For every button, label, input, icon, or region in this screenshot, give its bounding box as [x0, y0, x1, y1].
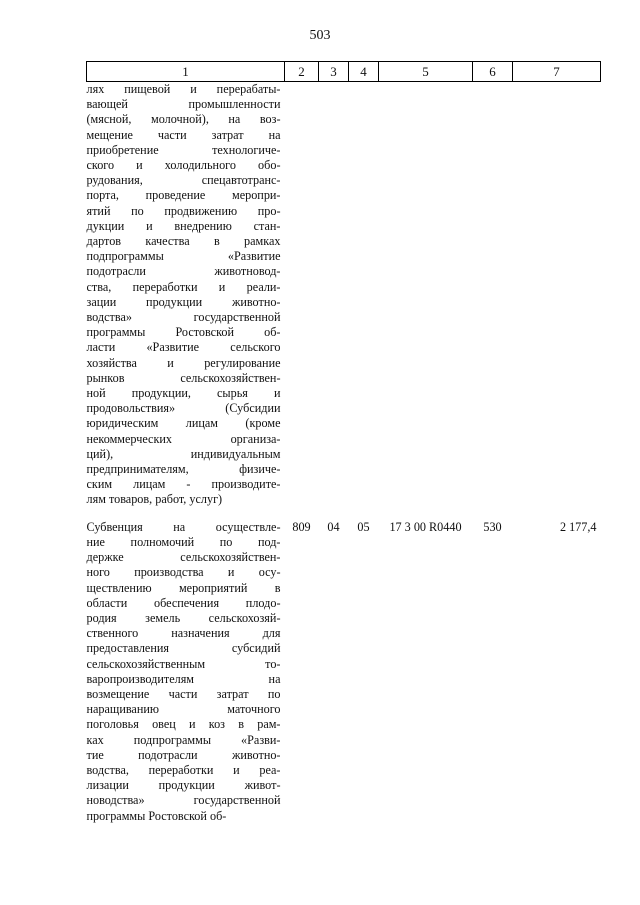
row-description [87, 82, 285, 508]
row-spacer [87, 508, 601, 520]
description-line: варопроизводителям на [86, 671, 281, 686]
description-line: предпринимателям, физиче- [86, 462, 281, 477]
header-cell: 1 [87, 62, 285, 82]
description-line: мещение части затрат на [86, 127, 281, 142]
description-line: дукции и внедрению стан- [86, 218, 281, 233]
header-cell: 4 [349, 62, 379, 82]
description-line: порта, проведение меропри- [86, 188, 281, 203]
description-line: наращиванию маточного [86, 702, 281, 717]
description-line: ного производства и осу- [86, 565, 281, 580]
description-line: дартов качества в рамках [86, 234, 281, 249]
description-line: некоммерческих организа- [86, 431, 281, 446]
header-cell: 7 [513, 62, 601, 82]
description-line: лизации продукции живот- [86, 778, 281, 793]
table-row [87, 82, 601, 508]
description-line: рынков сельскохозяйствен- [86, 370, 281, 385]
cell-amount [513, 82, 601, 508]
cell-section [319, 82, 349, 508]
cell-expense-type [473, 82, 513, 508]
description-line: тие подотрасли животно- [86, 747, 281, 762]
cell-target-article [379, 82, 473, 508]
description-line: ственного назначения для [86, 626, 281, 641]
description-line: поголовья овец и коз в рам- [86, 717, 281, 732]
description-line: ятий по продвижению про- [86, 203, 281, 218]
description-line: подпрограммы «Развитие [86, 249, 281, 264]
description-line: ществлению мероприятий в [86, 580, 281, 595]
description-line: лям товаров, работ, услуг) [86, 492, 223, 507]
row-description [87, 520, 285, 824]
description-line: продовольствия» (Субсидии [86, 401, 281, 416]
description-line: зации продукции животно- [86, 294, 281, 309]
description-line: родия земель сельскохозяй- [86, 610, 281, 625]
header-row [87, 62, 601, 82]
description-line: хозяйства и регулирование [86, 355, 281, 370]
description-line: ций), индивидуальным [86, 446, 281, 461]
description-line: (мясной, молочной), на воз- [86, 112, 281, 127]
description-line: программы Ростовской об- [86, 808, 227, 823]
description-line: ние полномочий по под- [86, 534, 281, 549]
cell-target-article: 17 3 00 R0440 [389, 519, 462, 534]
header-cell: 3 [319, 62, 349, 82]
description-line: ной продукции, сырья и [86, 386, 281, 401]
description-line: новодства» государственной [86, 793, 281, 808]
description-line: приобретение технологиче- [86, 142, 281, 157]
page-number: 503 [309, 28, 331, 43]
description-line: ства, переработки и реали- [86, 279, 281, 294]
description-line: ласти «Развитие сельского [86, 340, 281, 355]
header-cell: 2 [285, 62, 319, 82]
table-row [87, 520, 601, 824]
description-line: лях пищевой и перерабаты- [86, 82, 281, 96]
description-line: держке сельскохозяйствен- [86, 550, 281, 565]
description-line: вающей промышленности [86, 97, 281, 112]
description-line: юридическим лицам (кроме [86, 416, 281, 431]
cell-subsection [349, 82, 379, 508]
description-line: Субвенция на осуществле- [86, 519, 281, 534]
description-line: рудования, спецавтотранс- [86, 173, 281, 188]
cell-ministry-code [285, 82, 319, 508]
description-line: ского и холодильного обо- [86, 158, 281, 173]
cell-subsection: 05 [357, 519, 370, 534]
cell-expense-type: 530 [483, 519, 502, 534]
description-line: возмещение части затрат по [86, 686, 281, 701]
cell-amount: 2 177,4 [559, 519, 597, 534]
cell-section: 04 [327, 519, 340, 534]
description-line: ках подпрограммы «Разви- [86, 732, 281, 747]
description-line: ским лицам - производите- [86, 477, 281, 492]
header-cell: 5 [379, 62, 473, 82]
description-line: сельскохозяйственным то- [86, 656, 281, 671]
budget-table [86, 61, 601, 824]
description-line: водства, переработки и реа- [86, 762, 281, 777]
cell-ministry-code: 809 [292, 519, 311, 534]
description-line: водства» государственной [86, 310, 281, 325]
description-line: программы Ростовской об- [86, 325, 281, 340]
header-cell: 6 [473, 62, 513, 82]
description-line: области обеспечения плодо- [86, 595, 281, 610]
description-line: предоставления субсидий [86, 641, 281, 656]
description-line: подотрасли животновод- [86, 264, 281, 279]
